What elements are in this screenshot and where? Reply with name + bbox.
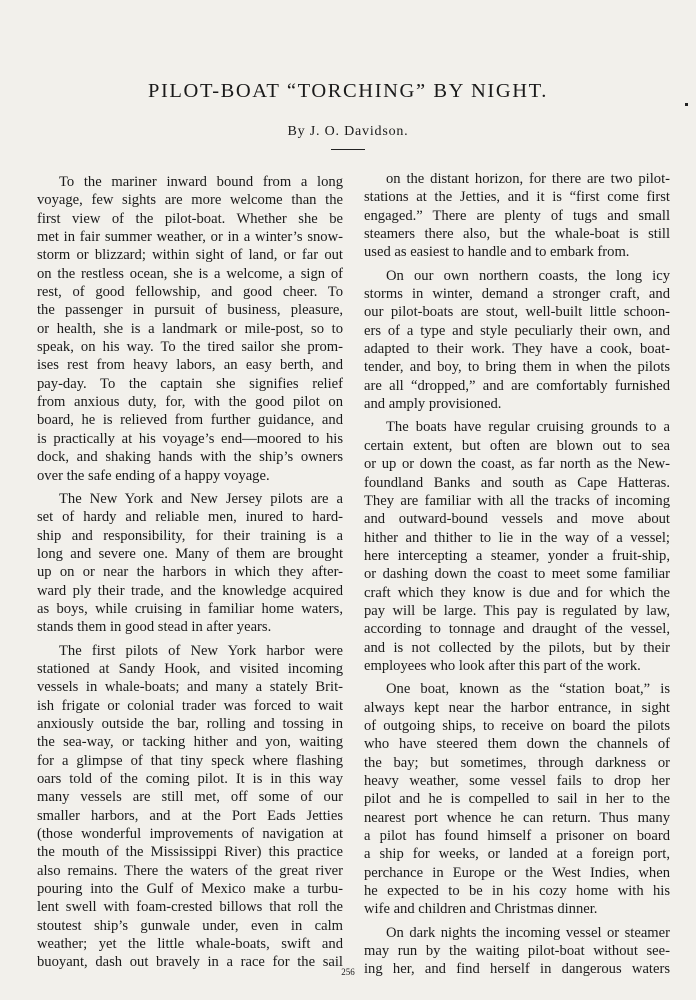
text-line: many vessels are still met, off some of our: [37, 789, 343, 806]
text-line: heavy weather, some vessel fails to drop her: [364, 773, 670, 789]
text-line: pouring into the Gulf of Mexico make a turbu-: [37, 881, 343, 898]
text-line: vessels in whale-boats; and many a stately Brit-: [37, 679, 343, 696]
text-line: perchance in Europe or the West Indies, when: [364, 864, 670, 881]
text-line: On dark nights the incoming vessel or steamer: [386, 924, 670, 941]
text-line: stations at the Jetties, and it is “first come first: [364, 189, 670, 206]
text-line: adapted to their work. They have a cook, boat-: [364, 341, 670, 358]
text-line: a pilot has found himself a prisoner on board: [364, 828, 670, 845]
byline-rule: [331, 149, 365, 150]
text-line: stationed at Sandy Hook, and visited incoming: [37, 660, 343, 677]
text-line: from anxious duty, for, with the good pilot on: [37, 394, 343, 411]
text-line: who have steered them down the channels of: [364, 736, 670, 753]
page-number: 256: [341, 967, 355, 977]
text-line: always kept near the harbor entrance, in sight: [364, 699, 670, 716]
text-line: ward ply their trade, and the knowledge acquired: [37, 582, 343, 599]
text-line: The first pilots of New York harbor were: [59, 642, 343, 659]
text-line: buoyant, dash out bravely in a race for the sail: [37, 954, 343, 971]
article-title: PILOT-BOAT “TORCHING” BY NIGHT.: [148, 80, 548, 102]
text-line: smaller harbors, and at the Port Eads Jetties: [37, 807, 343, 824]
byline: [0, 124, 696, 150]
text-line: storm or blizzard; within sight of land, or far out: [37, 247, 343, 264]
text-line: (those wonderful improvements of navigation at: [37, 826, 343, 843]
text-line: hither and thither to lie in the way of a vessel;: [364, 529, 670, 546]
text-line: met in fair summer weather, or in a winter’s snow-: [37, 229, 343, 246]
text-line: ers of a type and style peculiarly their own, and: [364, 322, 670, 339]
text-line: and amply provisioned.: [364, 396, 502, 413]
text-line: ship and responsibility, for their training is a: [37, 527, 343, 544]
text-line: or up or down the coast, as far north as the New-: [364, 456, 670, 473]
text-line: rest, of good fellowship, and good cheer. To: [37, 284, 343, 301]
text-line: of outgoing ships, to receive on board the pilots: [364, 717, 670, 734]
text-line: up on or near the harbors in which they after-: [37, 564, 343, 581]
text-line: tender, and boy, to bring them in when the pilots: [364, 359, 670, 376]
text-line: The boats have regular cruising grounds to a: [386, 419, 670, 436]
text-line: the mouth of the Mississippi River) this practice: [37, 844, 343, 861]
text-line: is practically at his voyage’s end—moored to his: [37, 430, 343, 447]
text-line: They are familiar with all the tracks of incoming: [364, 492, 670, 509]
text-line: ises rest from heavy labors, an easy berth, and: [37, 357, 343, 374]
text-line: On our own northern coasts, the long icy: [386, 267, 670, 284]
text-line: the sea-way, or tacking hither and yon, waiting: [37, 734, 343, 751]
text-line: voyage, few sights are more welcome than the: [37, 192, 343, 209]
text-line: pay will be large. This pay is regulated by law,: [364, 602, 670, 619]
text-line: long and severe one. Many of them are brought: [37, 545, 343, 562]
text-line: used as easiest to handle and to embark from.: [364, 244, 630, 261]
text-line: he expected to be in his cozy home with his: [364, 883, 670, 900]
text-line: weather; yet the little whale-boats, swift and: [37, 936, 343, 953]
text-line: board, he is relieved from further guidance, and: [37, 412, 343, 429]
text-line: as boys, while cruising in familiar home waters,: [37, 600, 343, 617]
text-line: the bay; but sometimes, through darkness or: [364, 754, 670, 771]
right-column: [364, 170, 670, 979]
text-line: foundland Banks and south as Cape Hatteras.: [364, 474, 670, 491]
text-line: stands them in good stead in after years.: [37, 619, 272, 636]
text-line: steamers there also, but the whale-boat is still: [364, 226, 670, 243]
text-line: our pilot-boats are stout, well-built little schoon-: [364, 304, 670, 321]
text-line: and outward-bound vessels and move about: [364, 511, 670, 528]
left-column: [37, 173, 343, 972]
text-line: pay-day. To the captain she signifies relief: [37, 375, 343, 392]
text-line: craft which they know is due and for which the: [364, 584, 670, 601]
text-line: according to tonnage and draught of the vessel,: [364, 621, 670, 638]
text-line: certain extent, but often are blown out to sea: [364, 437, 670, 454]
text-line: lent swell with foam-crested billows that roll the: [37, 899, 343, 916]
text-line: first view of the pilot-boat. Whether she be: [37, 210, 343, 227]
text-line: here intercepting a steamer, yonder a fruit-ship,: [364, 547, 670, 564]
text-line: on the restless ocean, she is a welcome, a sign of: [37, 265, 343, 282]
text-line: oars told of the coming pilot. It is in this way: [37, 771, 343, 787]
text-line: employees who look after this part of the work.: [364, 657, 641, 674]
text-line: To the mariner inward bound from a long: [59, 174, 343, 190]
text-line: on the distant horizon, for there are two pilot-: [386, 171, 670, 187]
text-line: or health, she is a landmark or mile-post, so to: [37, 320, 343, 337]
text-line: set of hardy and reliable men, inured to hard-: [37, 509, 343, 526]
text-line: One boat, known as the “station boat,” is: [386, 681, 670, 698]
text-line: nearest port whence he can return. Thus many: [364, 809, 670, 826]
text-line: speak, on his way. To the tired sailor she prom-: [37, 339, 343, 356]
print-speck: [685, 103, 688, 106]
text-line: are all “dropped,” and are comfortably furnished: [364, 377, 670, 394]
text-line: the passenger in pursuit of business, pleasure,: [37, 302, 343, 319]
text-line: a ship for weeks, or landed at a foreign port,: [364, 846, 670, 863]
text-line: ish frigate or colonial trader was forced to wait: [37, 697, 343, 714]
text-line: engaged.” There are plenty of tugs and small: [364, 207, 670, 224]
text-line: The New York and New Jersey pilots are a: [59, 490, 343, 507]
text-line: and is not collected by the pilots, but by their: [364, 639, 670, 656]
text-line: for a glimpse of that tiny speck where flashing: [37, 752, 343, 769]
text-line: or dashing down the coast to meet some familiar: [364, 566, 670, 583]
text-line: may run by the waiting pilot-boat without see-: [364, 943, 670, 960]
text-line: dock, and shaking hands with the ship’s owners: [37, 449, 343, 466]
text-line: ing her, and find herself in dangerous waters: [364, 961, 670, 978]
text-line: storms in winter, demand a stronger craft, and: [364, 286, 670, 303]
text-line: anxiously outside the bar, rolling and tossing in: [37, 715, 343, 732]
text-line: wife and children and Christmas dinner.: [364, 901, 598, 918]
text-line: stoutest ship’s gunwale under, even in calm: [37, 917, 343, 934]
text-line: over the safe ending of a happy voyage.: [37, 467, 270, 484]
text-line: pilot and he is compelled to sail in her to the: [364, 791, 670, 808]
text-line: also remains. There the waters of the great river: [37, 862, 343, 879]
author-byline: By J. O. Davidson.: [287, 124, 409, 139]
